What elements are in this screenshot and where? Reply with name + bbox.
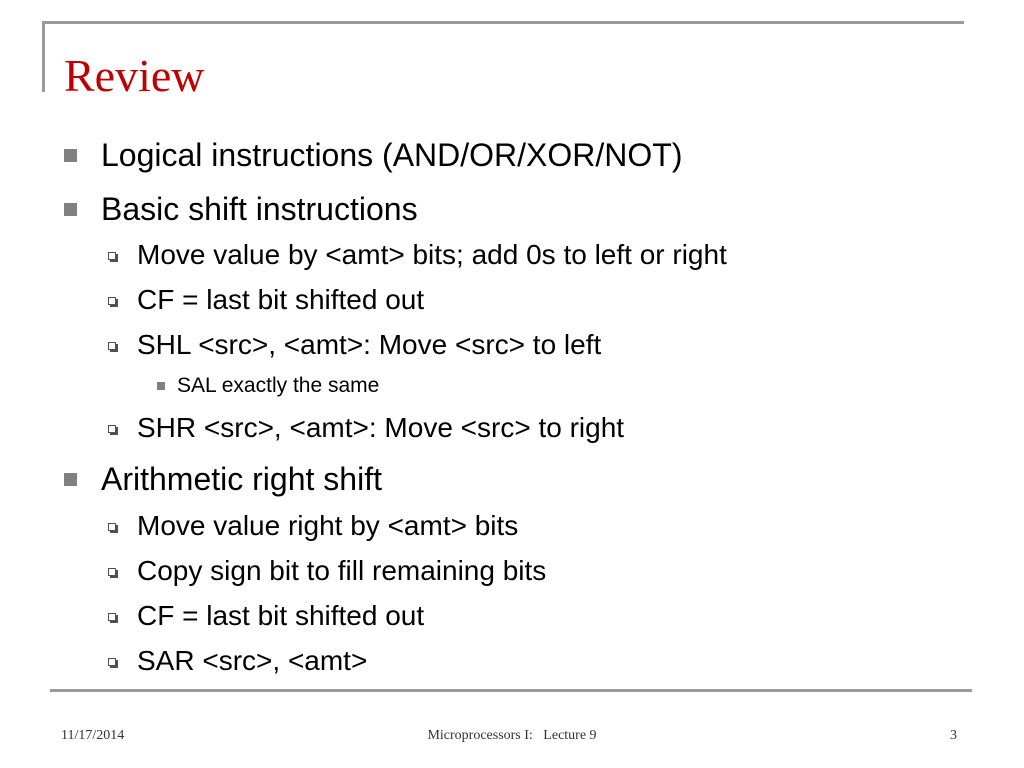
bullet-text: SHR <src>, <amt>: Move <src> to right bbox=[137, 412, 625, 443]
bullet-text: SAL exactly the same bbox=[177, 374, 380, 397]
footer-date: 11/17/2014 bbox=[61, 728, 125, 743]
bullet-text: SHL <src>, <amt>: Move <src> to left bbox=[137, 329, 602, 360]
hollow-square-icon bbox=[108, 297, 116, 305]
hollow-square-icon bbox=[108, 425, 116, 433]
hollow-square-icon bbox=[108, 342, 116, 350]
bullet-text: SAR <src>, <amt> bbox=[137, 645, 368, 676]
filled-square-icon bbox=[64, 473, 77, 486]
bullet-text: Arithmetic right shift bbox=[101, 461, 382, 497]
bullet-text: Basic shift instructions bbox=[101, 191, 418, 227]
small-filled-square-icon bbox=[157, 382, 165, 390]
hollow-square-icon bbox=[108, 568, 116, 576]
slide-number: 3 bbox=[950, 728, 957, 743]
hollow-square-icon bbox=[108, 658, 116, 666]
slide-title: Review bbox=[64, 50, 205, 101]
frame-left-rule bbox=[42, 21, 45, 92]
filled-square-icon bbox=[64, 203, 77, 216]
bullet-text: Move value by <amt> bits; add 0s to left or right bbox=[137, 239, 727, 270]
hollow-square-icon bbox=[108, 252, 116, 260]
hollow-square-icon bbox=[108, 613, 116, 621]
bullet-text: Logical instructions (AND/OR/XOR/NOT) bbox=[101, 137, 683, 173]
bullet-text: Copy sign bit to fill remaining bits bbox=[137, 555, 547, 586]
hollow-square-icon bbox=[108, 523, 116, 531]
filled-square-icon bbox=[64, 149, 77, 162]
frame-top-rule bbox=[42, 21, 964, 24]
bullet-text: CF = last bit shifted out bbox=[137, 284, 425, 315]
bullet-text: CF = last bit shifted out bbox=[137, 600, 425, 631]
footer-course: Microprocessors I: Lecture 9 bbox=[427, 728, 597, 743]
footer-rule bbox=[50, 689, 972, 692]
bullet-text: Move value right by <amt> bits bbox=[137, 510, 519, 541]
